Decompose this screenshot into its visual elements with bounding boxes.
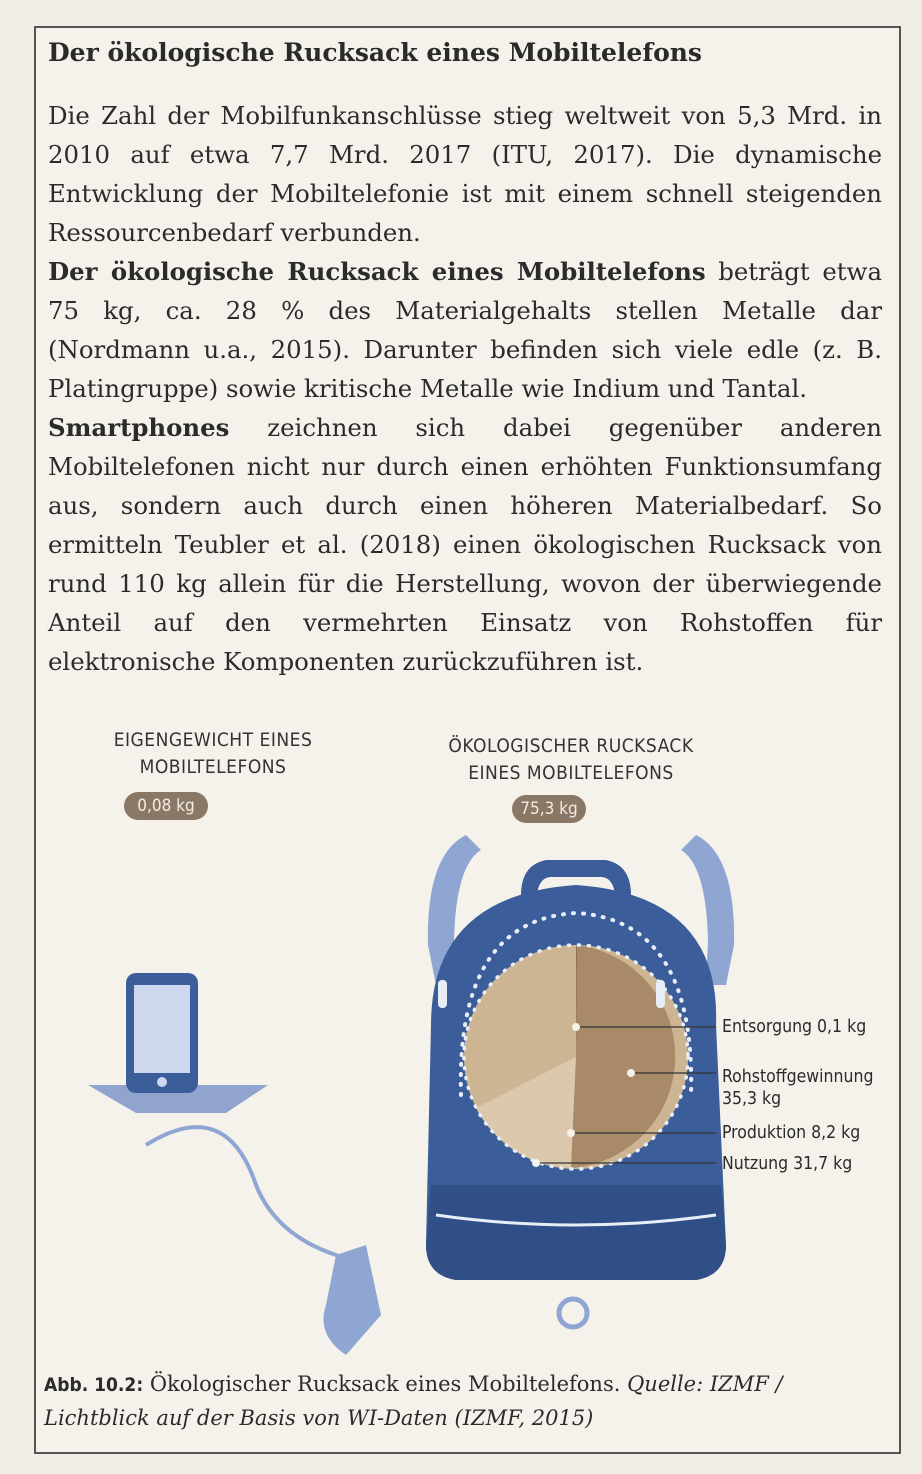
left-label-line1: EIGENGEWICHT EINES [113,729,313,751]
paragraph-3-bold: Smartphones [48,413,230,442]
legend-rohstoff-line1: Rohstoffgewinnung [722,1067,874,1087]
legend-nutzung [722,1153,852,1175]
legend-produktion-text: Produktion 8,2 kg [722,1123,861,1143]
right-label-line2: EINES MOBILTELEFONS [468,762,674,784]
right-label [446,733,696,787]
caption-text: Ökologischer Rucksack eines Mobiltelefons. [143,1372,628,1396]
leader-dot-rohstoff [627,1069,635,1077]
legend-rohstoffgewinnung [722,1066,873,1110]
legend-entsorgung [722,1016,866,1038]
caption-source: Quelle: IZMF / Lichtblick auf der Basis von WI-Daten (IZMF, 2015) [44,1372,783,1430]
paragraph-2-text: beträgt etwa 75 kg, ca. 28 % des Materialgehalts stellen Metalle dar (Nordmann u.a., 2015). Darunter befinden sich viele edle (z. B. Platingruppe) sowie kritische Metalle wie Indium und Tantal. [48,257,882,403]
left-value-badge: 0,08 kg [124,792,208,820]
phone-button [157,1077,167,1087]
infographic [36,715,898,1375]
hand-shape [324,1245,382,1355]
leader-dot-entsorgung [572,1023,580,1031]
paragraph-1: Die Zahl der Mobilfunkanschlüsse stieg weltweit von 5,3 Mrd. in 2010 auf etwa 7,7 Mrd. 2017 (ITU, 2017). Die dynamische Entwicklung der Mobiltelefonie ist mit einem schnell steigenden Ressourcenbedarf verbunden. [48,101,882,247]
legend-rohstoff-line2: 35,3 kg [722,1089,782,1109]
zipper-pull-right [656,980,665,1008]
box-title: Der ökologische Rucksack eines Mobiltelefons [48,38,703,67]
legend-entsorgung-text: Entsorgung 0,1 kg [722,1017,867,1037]
leader-dot-nutzung [532,1159,540,1167]
paragraph-3 [48,408,882,681]
legend-produktion [722,1122,860,1144]
paragraph-3-text: zeichnen sich dabei gegenüber anderen Mobiltelefonen nicht nur durch einen erhöhten Funktionsumfang aus, sondern auch durch einen höheren Materialbedarf. So ermitteln Teubler et al. (2018) einen ökologischen Rucksack von rund 110 kg allein für die Herstellung, wovon der überwiegende Anteil auf den vermehrten Einsatz von Rohstoffen für elektronische Komponenten zurückzuführen ist. [48,413,882,676]
right-value-badge: 75,3 kg [512,795,586,823]
zipper-pull-left [438,980,447,1008]
paragraph-2-bold: Der ökologische Rucksack eines Mobiltelefons [48,257,706,286]
caption-label: Abb. 10.2: [44,1374,144,1396]
box-body [48,96,882,681]
paragraph-2 [48,252,882,408]
figure-caption [44,1368,884,1435]
phone-screen [134,985,190,1073]
legend-nutzung-text: Nutzung 31,7 kg [722,1154,853,1174]
right-label-line1: ÖKOLOGISCHER RUCKSACK [448,735,694,757]
backpack-bottom [426,1185,726,1280]
backpack-loop [559,1299,587,1327]
left-label-line2: MOBILTELEFONS [139,756,287,778]
left-label [88,727,338,781]
pie-chart [464,945,688,1169]
leader-dot-produktion [567,1129,575,1137]
